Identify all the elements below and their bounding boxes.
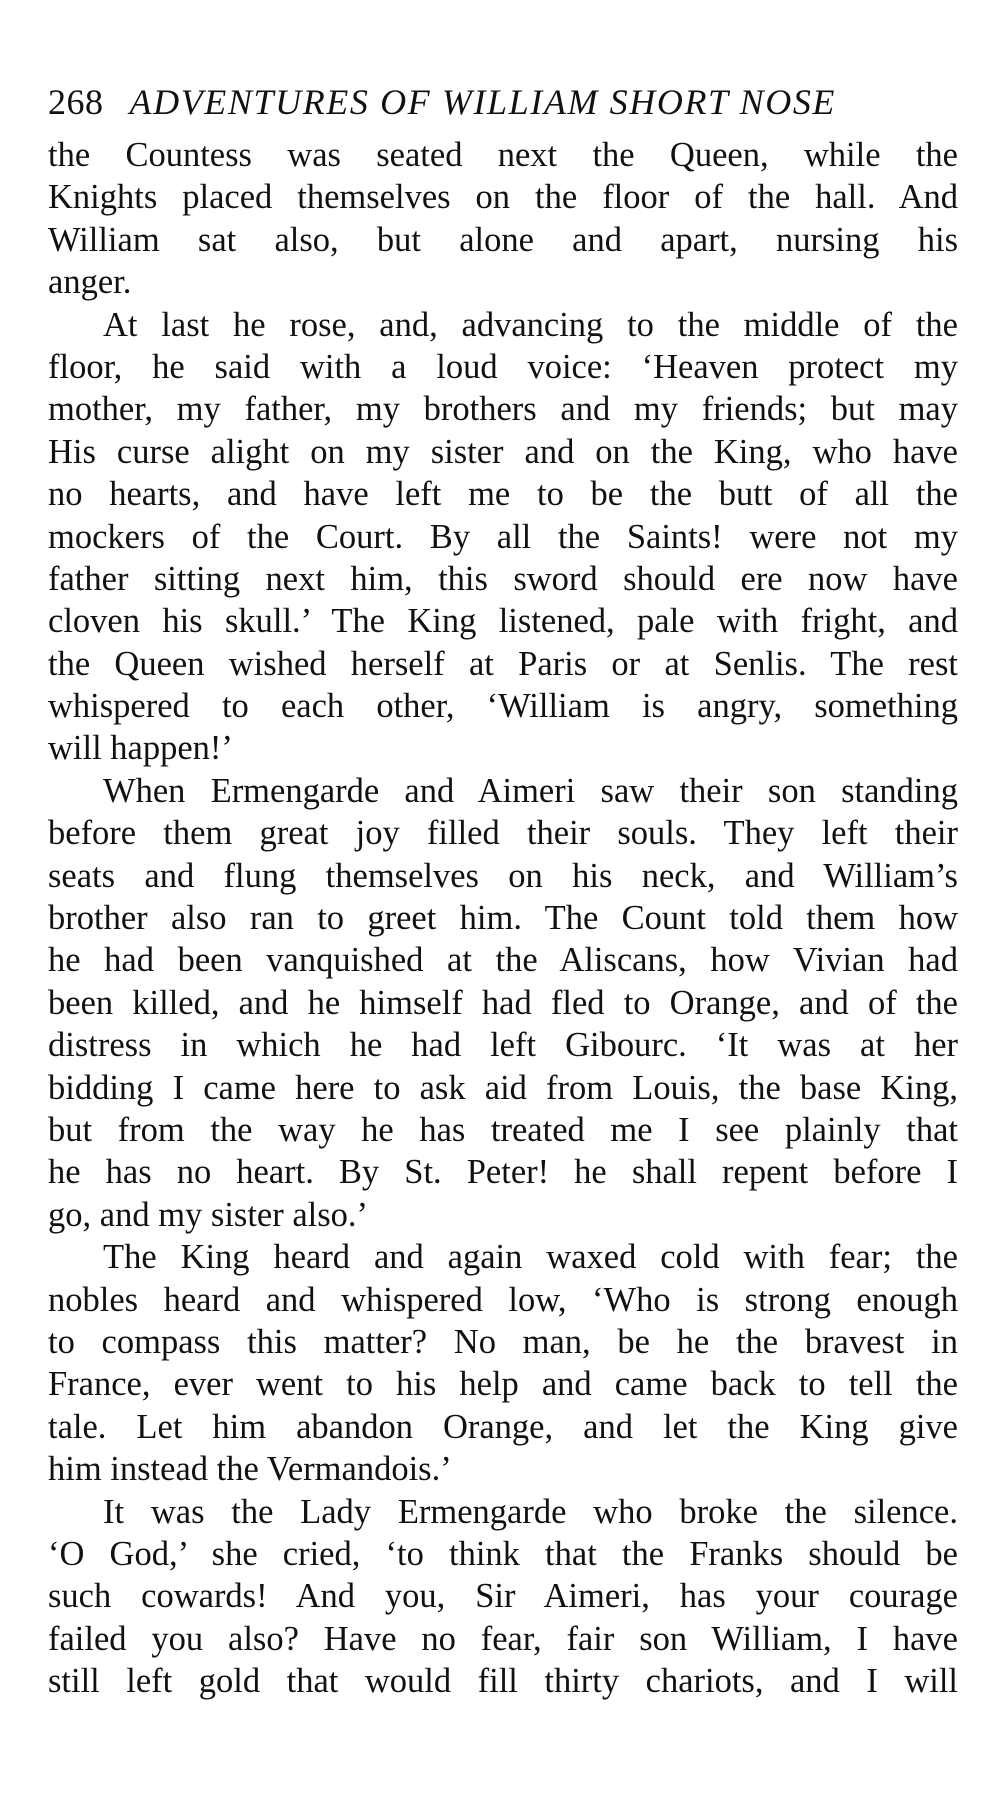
paragraph-last-line: anger. <box>48 263 132 302</box>
text-line: bidding I came here to ask aid from Louis, the base King, <box>48 1068 958 1107</box>
text-line: to compass this matter? No man, be he the bravest in <box>48 1322 958 1361</box>
running-header <box>48 78 958 134</box>
text-line: such cowards! And you, Sir Aimeri, has your courage <box>48 1577 958 1616</box>
text-line: seats and flung themselves on his neck, and William’s <box>48 856 958 895</box>
text-line: whispered to each other, ‘William is angry, something <box>48 687 958 726</box>
text-line: His curse alight on my sister and on the King, who have <box>48 432 958 471</box>
book-page <box>48 78 958 1702</box>
text-line: before them great joy filled their souls. They left their <box>48 814 958 853</box>
paragraph-first-line: The King heard and again waxed cold with fear; the <box>103 1238 958 1277</box>
text-line: William sat also, but alone and apart, nursing his <box>48 220 958 259</box>
text-line: tale. Let him abandon Orange, and let the King give <box>48 1407 958 1446</box>
text-line: France, ever went to his help and came back to tell the <box>48 1365 958 1404</box>
text-line: nobles heard and whispered low, ‘Who is strong enough <box>48 1280 958 1319</box>
body-text <box>48 134 958 1702</box>
page-number: 268 <box>48 82 104 122</box>
paragraph-last-line: will happen!’ <box>48 729 233 768</box>
text-line: but from the way he has treated me I see plainly that <box>48 1110 958 1149</box>
text-line: been killed, and he himself had fled to Orange, and of the <box>48 983 958 1022</box>
text-line: mother, my father, my brothers and my friends; but may <box>48 390 958 429</box>
paragraph-first-line: It was the Lady Ermengarde who broke the silence. <box>103 1492 958 1531</box>
paragraph-first-line: When Ermengarde and Aimeri saw their son standing <box>103 771 958 810</box>
text-line: the Queen wished herself at Paris or at Senlis. The rest <box>48 644 958 683</box>
text-line: still left gold that would fill thirty chariots, and I will <box>48 1662 958 1701</box>
text-line: father sitting next him, this sword should ere now have <box>48 559 958 598</box>
text-line: ‘O God,’ she cried, ‘to think that the Franks should be <box>48 1534 958 1573</box>
paragraph-last-line: him instead the Vermandois.’ <box>48 1450 452 1489</box>
paragraph-last-line: go, and my sister also.’ <box>48 1195 369 1234</box>
paragraph-first-line: At last he rose, and, advancing to the middle of the <box>103 305 958 344</box>
text-line: cloven his skull.’ The King listened, pale with fright, and <box>48 602 958 641</box>
text-line: he had been vanquished at the Aliscans, how Vivian had <box>48 941 958 980</box>
text-line: no hearts, and have left me to be the butt of all the <box>48 475 958 514</box>
text-line: distress in which he had left Gibourc. ‘It was at her <box>48 1026 958 1065</box>
running-title: ADVENTURES OF WILLIAM SHORT NOSE <box>129 82 837 122</box>
text-line: the Countess was seated next the Queen, while the <box>48 136 958 174</box>
text-line: brother also ran to greet him. The Count told them how <box>48 899 958 938</box>
text-line: mockers of the Court. By all the Saints! were not my <box>48 517 958 556</box>
text-line: floor, he said with a loud voice: ‘Heaven protect my <box>48 347 958 386</box>
text-line: Knights placed themselves on the floor of the hall. And <box>48 178 958 217</box>
text-line: failed you also? Have no fear, fair son William, I have <box>48 1619 958 1658</box>
text-line: he has no heart. By St. Peter! he shall repent before I <box>48 1153 958 1192</box>
